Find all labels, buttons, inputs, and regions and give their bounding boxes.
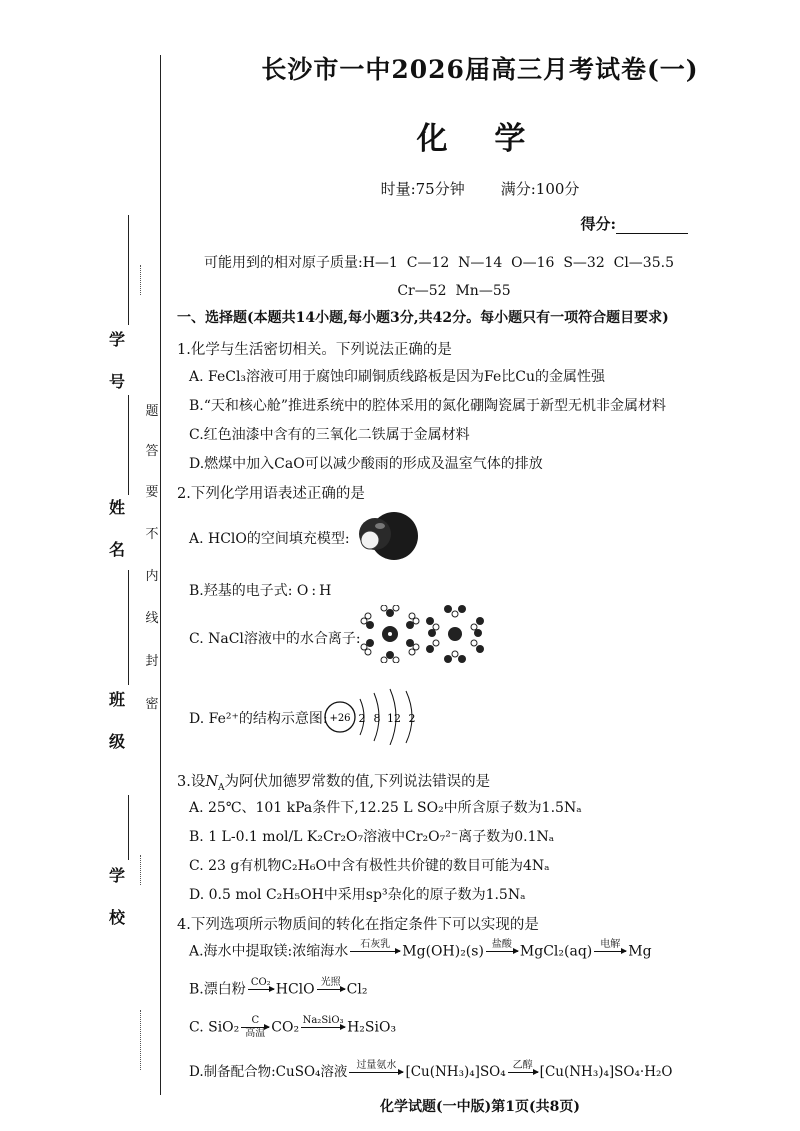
q4-option-c (189, 1016, 396, 1039)
q2-option-b-label: B.羟基的电子式: (189, 583, 293, 599)
exam-title: 长沙市一中2026届高三月考试卷(一) (261, 55, 699, 84)
section-title: 一、选择题(本题共14小题,每小题3分,共42分。每小题只有一项符合题目要求) (177, 310, 669, 326)
arrow-condition: 高温 (245, 1028, 266, 1039)
q4-d-end: [Cu(NH₃)₄]SO₄·H₂O (539, 1064, 673, 1080)
arrow-condition: C (251, 1015, 260, 1026)
seal-warning: 要 (145, 485, 159, 500)
seal-warning: 答 (145, 444, 159, 459)
reaction-arrow (508, 1061, 538, 1084)
q4-stem: 4.下列选项所示物质间的转化在指定条件下可以实现的是 (177, 917, 539, 933)
q4-option-b (189, 978, 367, 1001)
q2-stem: 2.下列化学用语表述正确的是 (177, 486, 365, 502)
binding-line (160, 55, 161, 1095)
q4-a-pre: A.海水中提取镁:浓缩海水 (189, 943, 349, 960)
class-blank (128, 570, 129, 685)
student-id-blank (128, 215, 129, 325)
fe2-structure-diagram (322, 685, 422, 745)
q4-a-mid1: Mg(OH)₂(s) (402, 943, 484, 960)
q2-option-c: C. NaCl溶液中的水合离子: (189, 631, 361, 647)
reaction-arrow (594, 940, 626, 963)
q2-option-a: A. HClO的空间填充模型: (189, 531, 350, 547)
nucleus-charge: +26 (329, 713, 351, 724)
arrow-condition: Na₂SiO₃ (302, 1015, 344, 1026)
q4-b-mid: HClO (275, 981, 315, 998)
shell-electrons: 2 (408, 712, 416, 725)
reaction-arrow (248, 978, 274, 1001)
q4-c-pre: C. SiO₂ (189, 1019, 240, 1036)
time-limit: 时量:75分钟 (380, 180, 465, 198)
subject-title: 化 学 (416, 121, 544, 157)
hydroxyl-electron-formula: O:H (296, 583, 335, 599)
full-score: 满分:100分 (500, 180, 580, 198)
atomic-masses-row2: Cr—52 Mn—55 (397, 283, 511, 299)
q4-option-d (189, 1060, 672, 1084)
arrow-condition: 乙醇 (512, 1060, 533, 1071)
reaction-arrow (486, 940, 518, 963)
q4-b-pre: B.漂白粉 (189, 981, 246, 998)
exam-meta (160, 178, 800, 199)
reaction-arrow (317, 978, 345, 1001)
q1-option-b: B.“天和核心舱”推进系统中的腔体采用的氮化硼陶瓷属于新型无机非金属材料 (189, 398, 667, 414)
reaction-arrow (301, 1016, 345, 1039)
shell-electrons: 8 (373, 712, 381, 725)
q3-option-c: C. 23 g有机物C₂H₆O中含有极性共价键的数目可能为4Nₐ (189, 858, 550, 874)
q1-option-c: C.红色油漆中含有的三氧化二铁属于金属材料 (189, 427, 470, 443)
reaction-arrow (349, 1061, 403, 1084)
seal-dots (140, 855, 143, 885)
q3-stem-na: N (205, 774, 219, 790)
reaction-arrow (350, 940, 400, 963)
arrow-condition: 石灰乳 (360, 939, 391, 950)
q3-option-b: B. 1 L-0.1 mol/L K₂Cr₂O₇溶液中Cr₂O₇²⁻离子数为0.1Nₐ (189, 829, 555, 845)
hclo-space-filling-model (350, 510, 420, 562)
atomic-masses (204, 249, 704, 305)
q3-stem: 3.设$N_A$为阿伏加德罗常数的值,下列说法错误的是 (177, 774, 491, 793)
q2-option-b (189, 580, 334, 600)
q3-stem-post: 为阿伏加德罗常数的值,下列说法错误的是 (224, 774, 491, 790)
hydrated-sodium-ion (361, 605, 419, 663)
shell-electrons: 2 (358, 712, 366, 725)
hydrated-chloride-ion (426, 605, 484, 663)
score-blank[interactable] (616, 217, 688, 234)
q3-stem-pre: 3.设 (177, 774, 206, 790)
arrow-condition: 电解 (600, 939, 621, 950)
class-label: 班 级 (108, 690, 125, 751)
score-label: 得分: (580, 215, 616, 233)
seal-dots (140, 265, 143, 295)
atomic-masses-row1: 可能用到的相对原子质量:H—1 C—12 N—14 O—16 S—32 Cl—35.5 (204, 255, 674, 271)
reaction-arrow (241, 1016, 269, 1039)
q3-option-d: D. 0.5 mol C₂H₅OH中采用sp³杂化的原子数为1.5Nₐ (189, 887, 526, 903)
arrow-condition: CO₂ (250, 977, 271, 988)
q1-option-a: A. FeCl₃溶液可用于腐蚀印刷铜质线路板是因为Fe比Cu的金属性强 (189, 369, 606, 385)
q4-d-mid: [Cu(NH₃)₄]SO₄ (405, 1064, 506, 1080)
arrow-condition: 盐酸 (491, 939, 512, 950)
name-label: 姓 名 (108, 498, 125, 559)
seal-warning: 密 (145, 697, 159, 712)
score-field[interactable] (580, 213, 688, 234)
q1-stem: 1.化学与生活密切相关。下列说法正确的是 (177, 342, 452, 358)
school-label: 学 校 (108, 866, 125, 927)
q2-option-d: D. Fe²⁺的结构示意图: (189, 711, 328, 727)
q4-b-end: Cl₂ (346, 981, 368, 998)
q4-a-mid2: MgCl₂(aq) (519, 943, 593, 960)
q3-option-a: A. 25℃、101 kPa条件下,12.25 L SO₂中所含原子数为1.5Nₐ (189, 800, 582, 816)
q1-option-d: D.燃煤中加入CaO可以减少酸雨的形成及温室气体的排放 (189, 456, 543, 472)
q4-d-pre: D.制备配合物:CuSO₄溶液 (189, 1064, 348, 1080)
q4-c-end: H₂SiO₃ (347, 1019, 397, 1036)
seal-warning: 线 (145, 611, 159, 626)
name-blank (128, 395, 129, 495)
arrow-condition: 过量氨水 (356, 1060, 397, 1071)
seal-warning: 不 (145, 527, 159, 542)
q4-a-end: Mg (628, 943, 652, 960)
hydrated-ion-diagram (360, 605, 490, 663)
seal-warning: 题 (145, 404, 159, 419)
shell-electrons: 12 (387, 712, 401, 725)
seal-dots (140, 1010, 143, 1070)
school-blank (128, 795, 129, 860)
student-id-label: 学 号 (108, 330, 125, 391)
arrow-condition: 光照 (320, 977, 341, 988)
q4-option-a (189, 940, 652, 963)
seal-warning: 内 (145, 569, 159, 584)
page-footer: 化学试题(一中版)第1页(共8页) (380, 1099, 580, 1115)
seal-warning: 封 (145, 654, 159, 669)
q4-c-mid: CO₂ (271, 1019, 300, 1036)
